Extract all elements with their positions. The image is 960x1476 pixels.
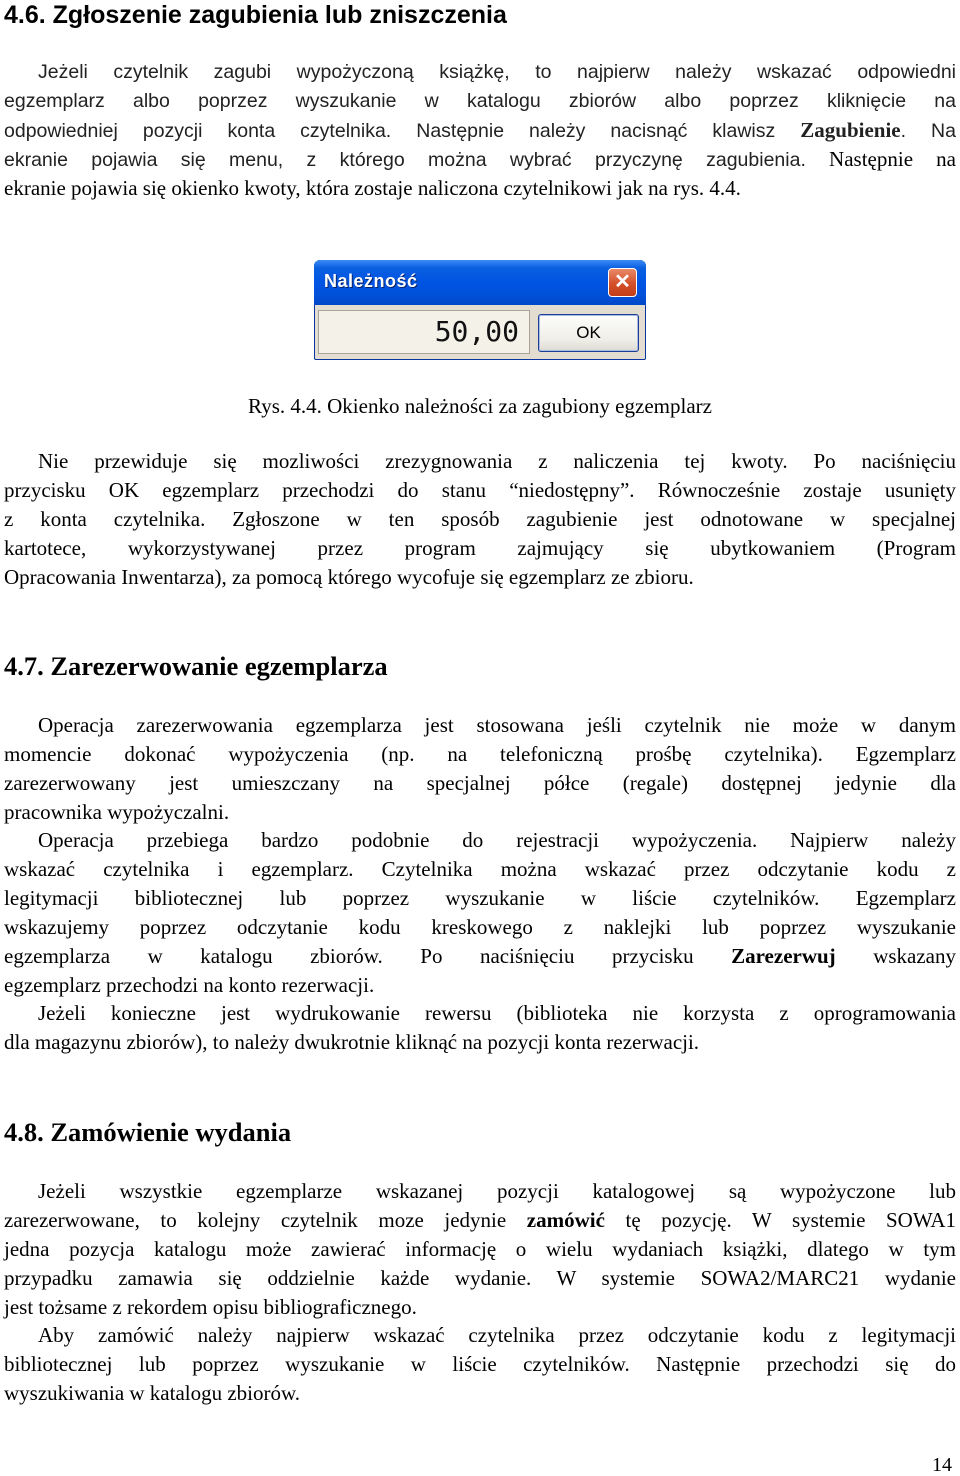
dialog-title: Należność [324, 271, 418, 291]
text-run: . Na [900, 120, 956, 142]
text-line: zarezerwowany jest umieszczany na specjalnej półce (regale) dostępnej jedynie dla [4, 771, 956, 795]
text-run: tę pozycję. W systemie SOWA1 [604, 1208, 956, 1232]
paragraph-no-cancel [4, 447, 956, 592]
text-line: Nie przewiduje się mozliwości zrezygnowania z naliczenia tej kwoty. Po naciśnięciu [38, 449, 956, 473]
text-run: odpowiedniej pozycji konta czytelnika. Następnie należy nacisnąć klawisz [4, 120, 801, 142]
ok-button[interactable]: OK [538, 314, 639, 352]
text-run: egzemplarza w katalogu zbiorów. Po naciśnięciu przycisku [4, 944, 732, 968]
section-title-4-7: 4.7. Zarezerwowanie egzemplarza [4, 651, 388, 681]
text-line [4, 116, 956, 145]
text-line: wskazujemy poprzez odczytanie kodu kreskowego z naklejki lub poprzez wyszukanie [4, 915, 956, 939]
text-line: z konta czytelnika. Zgłoszone w ten sposób zagubienie jest odnotowane w specjalnej [4, 507, 956, 531]
text-line: wskazać czytelnika i egzemplarz. Czytelnika można wskazać przez odczytanie kodu z [4, 857, 956, 881]
text-line: legitymacji bibliotecznej lub poprzez wyszukanie w liście czytelników. Egzemplarz [4, 886, 956, 910]
text-line: jest tożsame z rekordem opisu bibliograficznego. [4, 1295, 417, 1319]
paragraph-reservation-steps [4, 826, 956, 1000]
text-line: Jeżeli wszystkie egzemplarze wskazanej pozycji katalogowej są wypożyczone lub [38, 1179, 956, 1203]
text-line: bibliotecznej lub poprzez wyszukanie w liście czytelników. Następnie przechodzi się do [4, 1352, 956, 1376]
text-line: przycisku OK egzemplarz przechodzi do stanu “niedostępny”. Równocześnie zostaje usunięty [4, 478, 956, 502]
text-line: egzemplarz przechodzi na konto rezerwacji. [4, 973, 375, 997]
text-line: Jeżeli czytelnik zagubi wypożyczoną książkę, to najpierw należy wskazać odpowiedni [38, 61, 956, 83]
text-line: jedna pozycja katalogu może zawierać informację o wielu wydaniach książki, dlatego w tym [4, 1237, 956, 1261]
section-title-4-6: 4.6. Zgłoszenie zagubienia lub zniszczenia [4, 1, 507, 29]
text-run: Następnie na [805, 147, 957, 171]
close-icon[interactable]: ✕ [608, 268, 637, 297]
text-line: kartotece, wykorzystywanej przez program zajmujący się ubytkowaniem (Program [4, 536, 956, 560]
paragraph-order-intro [4, 1177, 956, 1322]
text-run: wskazany [835, 944, 956, 968]
naleznosc-dialog [314, 260, 646, 360]
text-line: Operacja zarezerwowania egzemplarza jest stosowana jeśli czytelnik nie może w danym [38, 713, 956, 737]
text-line: Jeżeli konieczne jest wydrukowanie rewersu (biblioteka nie korzysta z oprogramowania [38, 1001, 956, 1025]
dialog-titlebar [314, 260, 646, 305]
text-line: ekranie pojawia się okienko kwoty, która zostaje naliczona czytelnikowi jak na rys. 4.4. [4, 176, 741, 200]
text-line: dla magazynu zbiorów), to należy dwukrotnie kliknąć na pozycji konta rezerwacji. [4, 1030, 700, 1054]
zagubienie-key-name: Zagubienie [800, 118, 901, 142]
zamowic-emphasis: zamówić [526, 1208, 605, 1232]
amount-field[interactable]: 50,00 [318, 310, 530, 354]
text-line: Opracowania Inwentarza), za pomocą którego wycofuje się egzemplarz ze zbioru. [4, 565, 694, 589]
paragraph-reservation-print [4, 999, 956, 1057]
text-line: momencie dokonać wypożyczenia (np. na telefoniczną prośbę czytelnika). Egzemplarz [4, 742, 956, 766]
text-run: ekranie pojawia się menu, z którego można wybrać przyczynę zagubienia. [4, 149, 806, 171]
paragraph-order-steps [4, 1321, 956, 1408]
text-line: Operacja przebiega bardzo podobnie do rejestracji wypożyczenia. Najpierw należy [38, 828, 956, 852]
text-line: wyszukiwania w katalogu zbiorów. [4, 1381, 301, 1405]
page-number: 14 [932, 1454, 952, 1476]
paragraph-reservation-intro [4, 711, 956, 827]
text-run: zarezerwowane, to kolejny czytelnik moze jedynie [4, 1208, 527, 1232]
text-line: pracownika wypożyczalni. [4, 800, 230, 824]
figure-caption: Rys. 4.4. Okienko należności za zagubiony egzemplarz [248, 394, 712, 418]
text-line [4, 1206, 956, 1235]
zarezerwuj-button-name: Zarezerwuj [731, 944, 836, 968]
section-title-4-8: 4.8. Zamówienie wydania [4, 1117, 292, 1147]
text-line: egzemplarz albo poprzez wyszukanie w katalogu zbiorów albo poprzez kliknięcie na [4, 90, 956, 112]
text-line [4, 145, 956, 174]
text-line [4, 942, 956, 971]
text-line: przypadku zamawia się oddzielnie każde wydanie. W systemie SOWA2/MARC21 wydanie [4, 1266, 956, 1290]
text-line: Aby zamówić należy najpierw wskazać czytelnika przez odczytanie kodu z legitymacji [38, 1323, 956, 1347]
paragraph-lost-report [4, 58, 956, 203]
